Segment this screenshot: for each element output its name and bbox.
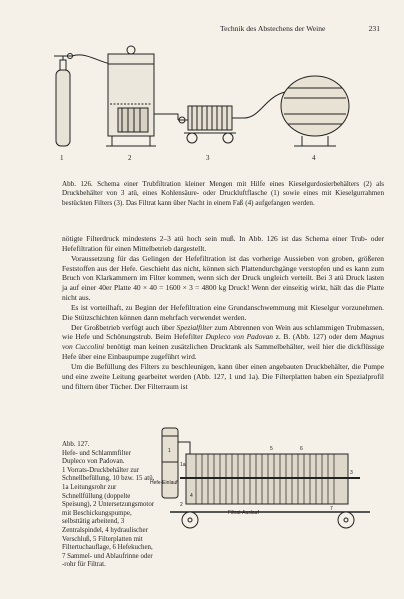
fig127-label-3: 3	[350, 470, 353, 476]
body-text	[62, 234, 384, 392]
fig126-label-1: 1	[60, 154, 64, 162]
paragraph-4-part-b: zum Abtrennen von Wein aus schlammigen Trubmassen, wie Hefe und Schönungstrub. Beim Hefefilter	[62, 322, 384, 342]
filtration-schema-diagram	[40, 42, 380, 174]
dosing-tank	[106, 46, 156, 146]
figure-127	[150, 422, 385, 535]
fig126-label-3: 3	[206, 154, 210, 162]
fig127-label-7: 7	[330, 506, 333, 512]
fig127-label-4: 4	[190, 493, 193, 499]
paragraph-4-part-d: benötigt man keinen zusätzlichen Drucktank als Sammelbehälter, weil hier die dickflüssige Hefe über eine Einbaupumpe zugeführt wird.	[62, 342, 384, 362]
paragraph-5: Um die Befüllung des Filters zu beschleunigen, kann über einen angebauten Druckbehälter, die Pumpe und eine zweite Leitung gearbeitet werden (Abb. 127, 1 und 1a). Die Filterplatten haben ein Spezialprofil und filtern über Tücher. Der Filterraum ist	[62, 361, 384, 391]
fig127-caption-title: Abb. 127.	[62, 441, 90, 448]
fig126-label-2: 2	[128, 154, 132, 162]
fig127-label-1a: 1a	[180, 462, 186, 468]
figure-126-caption: Abb. 126. Schema einer Trubfiltration kleiner Mengen mit Hilfe eines Kieselgurdosierbehälters (2) als Druckbehälter von 3 atü, eines Kohlensäure- oder Druckluftflasche (1) sowie eines mit Kieselgurrahmen bestückten Filters (3). Das Filtrat kann über Nacht in einem Faß (4) aufgefangen werden.	[62, 180, 384, 207]
figure-127-caption	[62, 441, 155, 570]
paragraph-4-em-2: Dupleco von Padovan	[205, 332, 274, 342]
carriage	[170, 512, 370, 528]
filter-body	[180, 454, 360, 504]
fig127-label-2: 2	[180, 502, 183, 508]
wine-barrel	[281, 76, 349, 146]
paragraph-1: nötigte Filterdruck mindestens 2–3 atü hoch sein muß. In Abb. 126 ist das Schema einer Trub- oder Hefefiltration für einen Mittelbetrieb dargestellt.	[62, 234, 384, 253]
fig127-label-6: 6	[300, 446, 303, 452]
fig127-label-5: 5	[270, 446, 273, 452]
fig126-label-4: 4	[312, 154, 316, 162]
paragraph-4-part-a: Der Großbetrieb verfügt auch über	[71, 322, 177, 332]
paragraph-4-em-1: Spezialfilter	[176, 322, 213, 332]
fig127-caption-legend: 1 Vorrats-Druckbehälter zur Schnellbefüllung, 10 bzw. 15 atü, 1a Leitungsrohr zur Schnellfüllung (doppelte Speisung), 2 Untersetzungsmotor mit Beschickungspumpe, selbsttätig arbeitend, 3 Zentralspindel, 4 hydraulischer Verschluß, 5 Filterplatten mit Filtertuchauflage, 6 Hefekuchen, 7 Sammel- und Ablaufrinne oder -rohr für Filtrat.	[62, 466, 155, 569]
gas-bottle	[54, 54, 73, 147]
page-number: 231	[368, 24, 380, 33]
running-title: Technik des Abstechens der Weine	[220, 24, 326, 33]
figure-126	[40, 42, 380, 174]
paragraph-4-part-c: z. B. (Abb. 127) oder dem	[273, 332, 361, 342]
pressure-tank	[162, 428, 178, 498]
paragraph-4	[62, 323, 384, 362]
running-header	[220, 24, 380, 33]
dupleco-filter-drawing	[150, 422, 385, 535]
hefe-einlauf-label: Hefe-Einlauf	[150, 480, 178, 486]
paragraph-3: Es ist vorteilhaft, zu Beginn der Hefefiltration eine Grundanschwemmung mit Kieselgur vorzunehmen. Die Stützschichten können dann mehrfach verwendet werden.	[62, 302, 384, 322]
paragraph-4-em-3: Magnus von Cuccolini	[62, 332, 384, 352]
filtrat-auslauf-label: Filtrat-Auslauf	[228, 510, 259, 516]
frame-filter	[178, 106, 244, 143]
fig127-caption-maker: Dupleco von Padovan.	[62, 458, 125, 466]
fig127-label-1: 1	[168, 448, 171, 454]
paragraph-2: Voraussetzung für das Gelingen der Hefefiltration ist das vorherige Aussieben von groben, größeren Feststoffen aus der Hefe. Geschieht das nicht, können sich Plattendurchgänge verstopfen und es kann zum Bruch von Klarkammern im Filter kommen, wenn sich der Druck ungleich verteilt. Bei 3 atü Druck lasten ja auf einer 40er Platte 40 × 40 = 1600 × 3 = 4800 kg Druck! Wenn der einseitig wirkt, hält das die Platte nicht aus.	[62, 253, 384, 303]
fig127-caption-subject: Hefe- und Schlammfilter	[62, 449, 131, 457]
